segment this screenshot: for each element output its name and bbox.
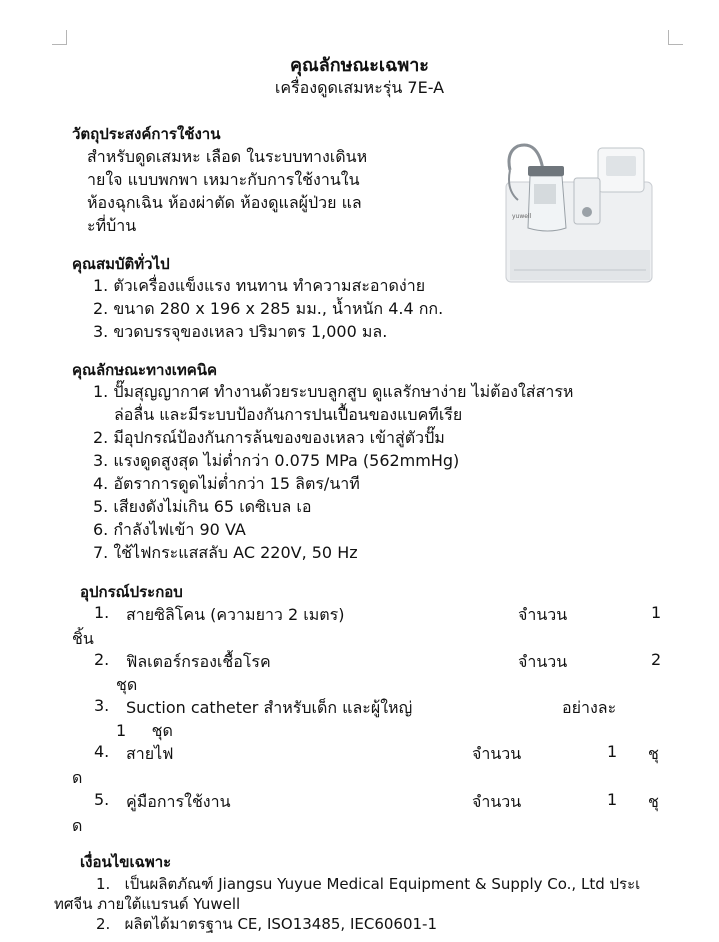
technical-line: 4. อัตราการดูดไม่ต่ำกว่า 15 ลิตร/นาที [93, 474, 360, 493]
accessory-quantity: 2 [651, 650, 662, 669]
purpose-line: สำหรับดูดเสมหะ เลือด ในระบบทางเดินห [87, 147, 368, 166]
accessory-name: สายซิลิโคน (ความยาว 2 เมตร) [126, 605, 345, 624]
accessory-number: 3. [94, 696, 110, 715]
accessory-label: จำนวน [518, 605, 568, 624]
conditions-heading: เงื่อนไขเฉพาะ [80, 853, 172, 871]
accessory-number: 1. [94, 603, 110, 622]
conditions-line: 2. ผลิตได้มาตรฐาน CE, ISO13485, IEC60601-1 [96, 915, 437, 933]
accessory-unit-end: ด [72, 768, 83, 787]
page-corner-mark-left [52, 30, 67, 45]
accessory-unit: 1 ชุด [116, 721, 173, 740]
accessory-number: 2. [94, 650, 110, 669]
page-corner-mark-right [668, 30, 683, 45]
purpose-line: ห้องฉุกเฉิน ห้องผ่าตัด ห้องดูแลผู้ป่วย แล [87, 193, 362, 212]
conditions-line: 1. เป็นผลิตภัณฑ์ Jiangsu Yuyue Medical Equipment & Supply Co., Ltd ประเ [96, 875, 641, 893]
accessory-number: 5. [94, 790, 110, 809]
document-subtitle: เครื่องดูดเสมหะรุ่น 7E-A [274, 78, 445, 97]
general-item: 3. ขวดบรรจุของเหลว ปริมาตร 1,000 มล. [93, 322, 388, 341]
technical-line: ล่อลื่น และมีระบบป้องกันการปนเปื้อนของแบคทีเรีย [114, 405, 463, 424]
accessory-label: จำนวน [518, 652, 568, 671]
technical-line: 7. ใช้ไฟกระแสสลับ AC 220V, 50 Hz [93, 543, 358, 562]
accessory-quantity: 1 [607, 790, 618, 809]
accessory-name: คู่มือการใช้งาน [126, 792, 231, 811]
accessory-name: Suction catheter สำหรับเด็ก และผู้ใหญ่ [126, 698, 413, 717]
technical-line: 3. แรงดูดสูงสุด ไม่ต่ำกว่า 0.075 MPa (562mmHg) [93, 451, 460, 470]
accessory-name: ฟิลเตอร์กรองเชื้อโรค [126, 652, 271, 671]
accessory-unit: ชิ้น [72, 629, 94, 648]
accessory-name: สายไฟ [126, 744, 174, 763]
general-item: 2. ขนาด 280 x 196 x 285 มม., น้ำหนัก 4.4 กก. [93, 299, 444, 318]
technical-heading: คุณลักษณะทางเทคนิค [72, 361, 218, 379]
purpose-line: ะที่บ้าน [87, 216, 137, 235]
general-heading: คุณสมบัติทั่วไป [72, 255, 170, 273]
accessory-unit-end: ด [72, 816, 83, 835]
document-title: คุณลักษณะเฉพาะ [290, 55, 429, 76]
accessory-label: อย่างละ [562, 698, 617, 717]
suction-machine-image [488, 130, 664, 288]
accessory-number: 4. [94, 742, 110, 761]
accessory-label: จำนวน [472, 744, 522, 763]
technical-line: 2. มีอุปกรณ์ป้องกันการล้นของของเหลว เข้าสู่ตัวปั๊ม [93, 428, 445, 447]
technical-line: 1. ปั๊มสุญญากาศ ทำงานด้วยระบบลูกสูบ ดูแลรักษาง่าย ไม่ต้องใส่สารห [93, 382, 574, 401]
purpose-line: ายใจ แบบพกพา เหมาะกับการใช้งานใน [87, 170, 360, 189]
conditions-line: ทศจีน ภายใต้แบรนด์ Yuwell [54, 895, 241, 913]
accessory-label: จำนวน [472, 792, 522, 811]
general-item: 1. ตัวเครื่องแข็งแรง ทนทาน ทำความสะอาดง่าย [93, 276, 426, 295]
accessory-quantity: 1 [651, 603, 662, 622]
accessory-unit-start: ชุ [648, 744, 659, 763]
purpose-heading: วัตถุประสงค์การใช้งาน [72, 125, 221, 143]
technical-line: 5. เสียงดังไม่เกิน 65 เดซิเบล เอ [93, 497, 312, 516]
accessories-heading: อุปกรณ์ประกอบ [80, 583, 183, 601]
technical-line: 6. กำลังไฟเข้า 90 VA [93, 520, 246, 539]
device-brand-label: yuwell [512, 213, 532, 220]
accessory-unit: ชุด [116, 675, 138, 694]
accessory-unit-start: ชุ [648, 792, 659, 811]
accessory-quantity: 1 [607, 742, 618, 761]
